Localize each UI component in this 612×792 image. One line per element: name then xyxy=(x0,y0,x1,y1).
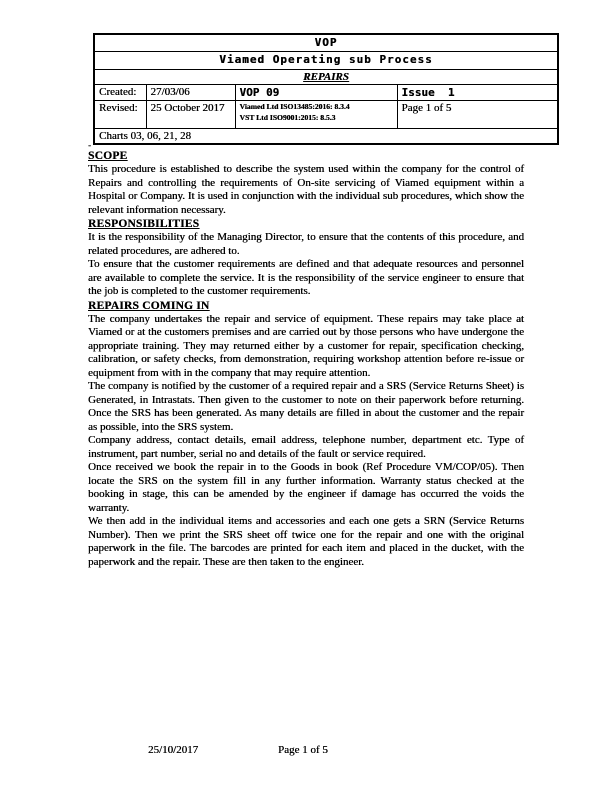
iso-references xyxy=(235,101,397,129)
repairs-paragraph-1: The company undertakes the repair and service of equipment. These repairs may take place at Viamed or at the customers premises and are carried out by those persons who have undergone the appropriate training. They may returned either by a customer for repair, specification checking, calibration, or safety checks, from demonstration, requiring workshop attention before re-issue or equipment from with in the company that may require attention. xyxy=(88,312,524,379)
doc-code: VOP xyxy=(94,34,558,52)
header-page-ref: Page 1 of 5 xyxy=(397,101,558,129)
created-date: 27/03/06 xyxy=(146,85,235,101)
doc-number: VOP 09 xyxy=(235,85,397,101)
section-heading-repairs-coming-in: REPAIRS COMING IN xyxy=(88,299,210,312)
repairs-paragraph-5: We then add in the individual items and accessories and each one gets a SRN (Service Returns Number). Then we print the SRS sheet off twice one for the repair and one with the original paperwork in the file. The barcodes are printed for each item and placed in the ducket, with the paperwork and the repair. These are then taken to the engineer. xyxy=(88,515,524,568)
stray-dash: - xyxy=(88,140,91,150)
section-heading-scope: SCOPE xyxy=(88,150,128,162)
repairs-paragraph-3: Company address, contact details, email address, telephone number, department etc. Type of instrument, part number, serial no and details of the fault or service required. xyxy=(88,434,524,460)
scope-paragraph: This procedure is established to describe the system used within the company for the control of Repairs and controlling the requirements of On-site servicing of Viamed equipment within a Hospital or Company. It is used in conjunction with the individual sub procedures, which show the relevant information necessary. xyxy=(88,163,524,216)
doc-subtitle: REPAIRS xyxy=(303,71,349,83)
iso-ref-vst: VST Ltd ISO9001:2015: 8.5.3 xyxy=(239,112,336,122)
document-body xyxy=(88,141,524,569)
footer-page-number: Page 1 of 5 xyxy=(278,744,328,756)
revised-label: Revised: xyxy=(94,101,146,129)
doc-title: Viamed Operating sub Process xyxy=(94,52,558,70)
revised-date: 25 October 2017 xyxy=(146,101,235,129)
responsibilities-paragraph-1: It is the responsibility of the Managing Director, to ensure that the contents of this procedure, and related procedures, are adhered to. xyxy=(88,231,524,257)
section-heading-responsibilities: RESPONSIBILITIES xyxy=(88,218,200,230)
iso-ref-viamed: Viamed Ltd ISO13485:2016: 8.3.4 xyxy=(239,102,350,111)
created-label: Created: xyxy=(94,85,146,101)
footer-date: 25/10/2017 xyxy=(148,744,199,756)
doc-subtitle-cell xyxy=(94,70,558,85)
document-header-table xyxy=(93,33,559,145)
issue-number: Issue 1 xyxy=(397,85,558,101)
repairs-paragraph-4: Once received we book the repair in to the Goods in book (Ref Procedure VM/COP/05). Then locate the SRS on the system fill in any further information. Warranty status checked at the booking in stage, this can be amended by the engineer if damage has occurred the voids the warranty. xyxy=(88,461,524,514)
responsibilities-paragraph-2: To ensure that the customer requirements are defined and that adequate resources and personnel are available to complete the service. It is the responsibility of the service engineer to ensure that the job is completed to the customer requirements. xyxy=(88,258,524,297)
repairs-paragraph-2: The company is notified by the customer of a required repair and a SRS (Service Returns Sheet) is Generated, in Intrastats. Then given to the customer to note on their paperwork before returning. Once the SRS has been generated. As many details are filled in about the customer and the repair as possible, into the SRS system. xyxy=(88,380,524,433)
charts-row: Charts 03, 06, 21, 28 xyxy=(94,129,558,145)
